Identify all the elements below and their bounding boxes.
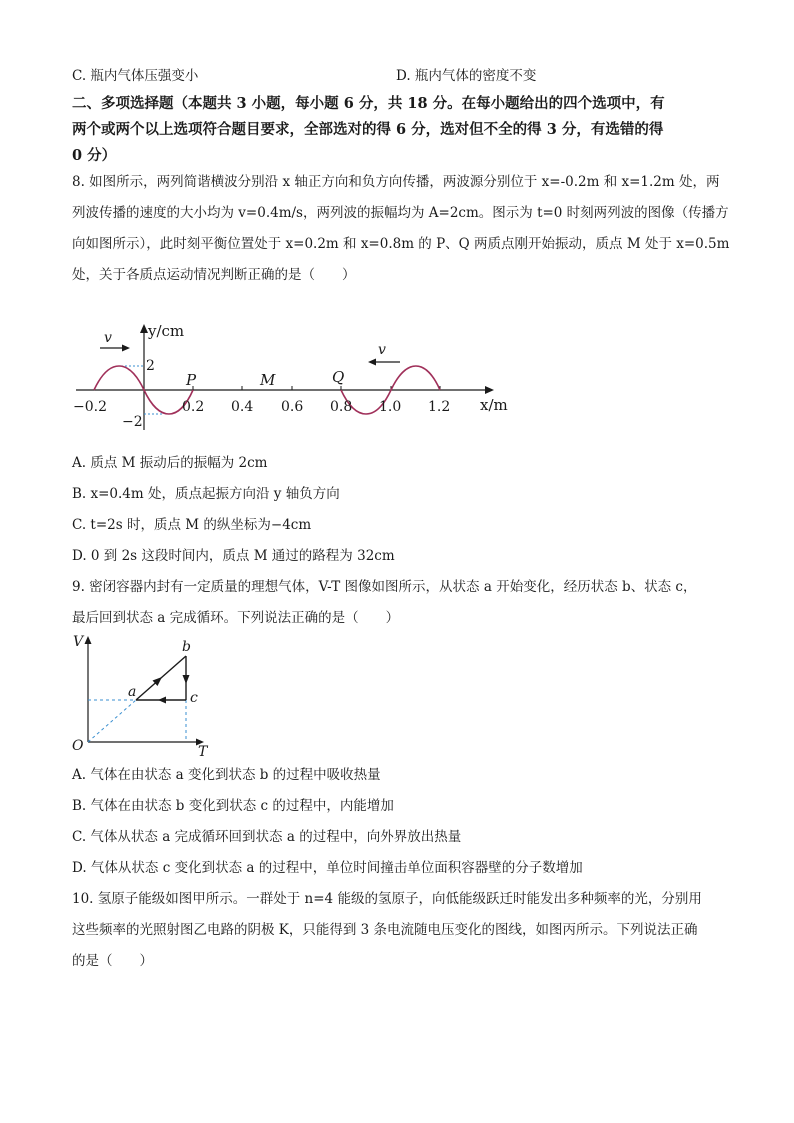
x-axis-label: x/m — [480, 396, 508, 414]
wave-figure — [66, 318, 516, 443]
origin-label: O — [72, 738, 84, 754]
section-heading-line-1: 二、多项选择题（本题共 3 小题，每小题 6 分，共 18 分。在每小题给出的四个选项中，有 — [72, 95, 665, 112]
q8-stem-line-4: 处，关于各质点运动情况判断正确的是（ ） — [72, 267, 356, 283]
v-axis-label: V — [73, 634, 84, 650]
y-tick-neg2: −2 — [122, 414, 143, 430]
q10-stem-line-2: 这些频率的光照射图乙电路的阴极 K，只能得到 3 条电流随电压变化的图线，如图丙所示。下列说法正确 — [72, 922, 698, 938]
point-p-label: P — [186, 371, 197, 389]
x-tick-0.6: 0.6 — [281, 399, 304, 415]
state-b-label: b — [182, 639, 191, 655]
t-axis-label: T — [198, 744, 208, 758]
velocity-label-right: v — [378, 342, 386, 358]
q8-option-c: C. t=2s 时，质点 M 的纵坐标为−4cm — [72, 517, 312, 533]
section-heading-line-3: 0 分） — [72, 147, 117, 164]
x-tick-1.0: 1.0 — [379, 399, 402, 415]
q9-option-a: A. 气体在由状态 a 变化到状态 b 的过程中吸收热量 — [72, 767, 381, 783]
state-c-label: c — [190, 690, 198, 706]
x-tick-0.8: 0.8 — [330, 399, 353, 415]
state-a-label: a — [128, 684, 137, 700]
vt-diagram — [66, 632, 226, 758]
q8-option-b: B. x=0.4m 处，质点起振方向沿 y 轴负方向 — [72, 486, 340, 502]
x-tick-0.4: 0.4 — [231, 399, 254, 415]
x-tick-neg0.2: −0.2 — [73, 399, 107, 415]
x-tick-1.2: 1.2 — [428, 399, 451, 415]
option-d-q7: D. 瓶内气体的密度不变 — [396, 68, 537, 84]
y-tick-2: 2 — [146, 358, 155, 374]
q8-stem-line-2: 列波传播的速度的大小均为 v=0.4m/s，两列波的振幅均为 A=2cm。图示为 t=0 时刻两列波的图像（传播方 — [72, 205, 729, 221]
point-m-label: M — [260, 371, 276, 389]
q8-stem-line-3: 向如图所示），此时刻平衡位置处于 x=0.2m 和 x=0.8m 的 P、Q 两质点刚开始振动，质点 M 处于 x=0.5m — [72, 236, 730, 252]
q9-stem-line-2: 最后回到状态 a 完成循环。下列说法正确的是（ ） — [72, 610, 400, 626]
q8-option-d: D. 0 到 2s 这段时间内，质点 M 通过的路程为 32cm — [72, 548, 395, 564]
x-tick-0.2: 0.2 — [182, 399, 205, 415]
q9-option-d: D. 气体从状态 c 变化到状态 a 的过程中，单位时间撞击单位面积容器壁的分子数增加 — [72, 860, 583, 876]
q9-stem-line-1: 9. 密闭容器内封有一定质量的理想气体，V-T 图像如图所示，从状态 a 开始变化，经历状态 b、状态 c， — [72, 579, 697, 595]
point-q-label: Q — [332, 368, 345, 386]
q10-stem-line-1: 10. 氢原子能级如图甲所示。一群处于 n=4 能级的氢原子，向低能级跃迁时能发出多种频率的光，分别用 — [72, 891, 702, 907]
option-c-q7: C. 瓶内气体压强变小 — [72, 68, 199, 84]
section-heading-line-2: 两个或两个以上选项符合题目要求，全部选对的得 6 分，选对但不全的得 3 分，有选错的得 — [72, 121, 664, 138]
q8-option-a: A. 质点 M 振动后的振幅为 2cm — [72, 455, 268, 471]
q9-option-c: C. 气体从状态 a 完成循环回到状态 a 的过程中，向外界放出热量 — [72, 829, 462, 845]
q8-stem-line-1: 8. 如图所示，两列简谐横波分别沿 x 轴正方向和负方向传播，两波源分别位于 x=-0.2m 和 x=1.2m 处，两 — [72, 174, 720, 190]
q10-stem-line-3: 的是（ ） — [72, 953, 153, 969]
y-axis-label: y/cm — [148, 322, 185, 340]
velocity-label-left: v — [104, 330, 112, 346]
q9-option-b: B. 气体在由状态 b 变化到状态 c 的过程中，内能增加 — [72, 798, 394, 814]
